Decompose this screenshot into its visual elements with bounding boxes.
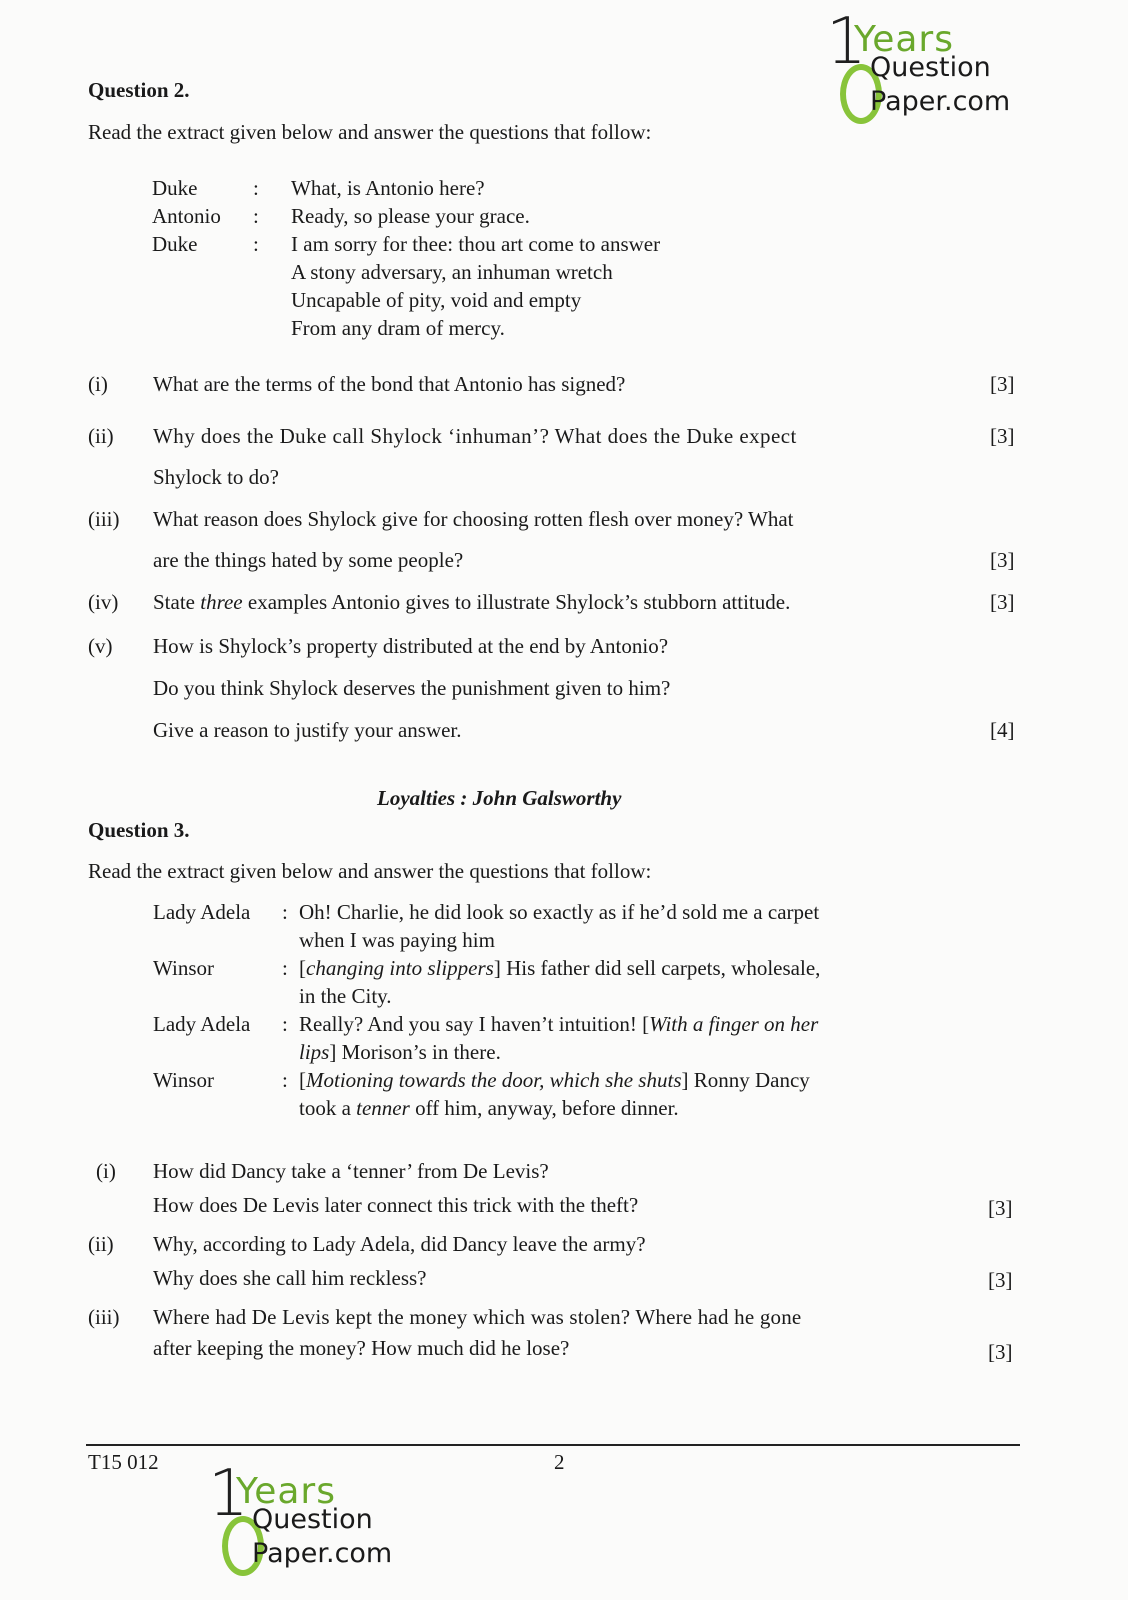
q3-line-4b-post: off him, anyway, before dinner. [409, 1096, 679, 1120]
q3-item-text: Where had De Levis kept the money which was stolen? Where had he gone [153, 1305, 802, 1329]
q3-item-num: (i) [96, 1159, 116, 1183]
q3-item-text: How does De Levis later connect this trick with the theft? [153, 1193, 639, 1217]
q3-heading: Question 3. [88, 818, 190, 842]
logo-question: Question [870, 52, 991, 83]
q3-speaker-4: Winsor [153, 1068, 214, 1092]
q2-line-1: What, is Antonio here? [291, 176, 485, 200]
q3-line-4b-em: tenner [356, 1096, 410, 1120]
q2-item-text-pre: State [153, 590, 201, 614]
q3-line-4a-post: ] Ronny Dancy [681, 1068, 810, 1092]
q3-item-marks: [3] [988, 1268, 1013, 1292]
q3-line-2b: in the City. [299, 984, 392, 1008]
q2-item-marks: [3] [990, 372, 1015, 396]
section-title: Loyalties : John Galsworthy [377, 786, 622, 810]
logo-digit: 1 [208, 1457, 249, 1531]
q2-speaker-3: Duke [152, 232, 198, 256]
logo-years: Years [236, 1471, 336, 1512]
q2-item-text-em: three [200, 590, 243, 614]
q2-speaker-2: Antonio [152, 204, 221, 228]
q3-line-4b-pre: took a [299, 1096, 357, 1120]
q2-line-6: From any dram of mercy. [291, 316, 505, 340]
q3-stage-direction: lips [299, 1040, 330, 1064]
q3-stage-direction: With a finger on her [649, 1012, 819, 1036]
logo-years: Years [854, 19, 954, 60]
q2-colon-1: : [253, 176, 259, 200]
q3-line-3b [299, 1038, 501, 1066]
q2-line-5: Uncapable of pity, void and empty [291, 288, 582, 312]
q3-item-num: (iii) [88, 1305, 120, 1329]
q3-line-3a-pre: Really? And you say I haven’t intuition! [ [299, 1012, 650, 1036]
q3-line-1a: Oh! Charlie, he did look so exactly as if he’d sold me a carpet [299, 900, 820, 924]
q2-speaker-1: Duke [152, 176, 198, 200]
q3-line-1b: when I was paying him [299, 928, 495, 952]
q2-line-4: A stony adversary, an inhuman wretch [291, 260, 613, 284]
q3-stage-direction: Motioning towards the door, which she shuts [306, 1068, 682, 1092]
q2-item-num: (iii) [88, 507, 120, 531]
q3-colon-1: : [282, 900, 288, 924]
q3-line-2a-post: ] His father did sell carpets, wholesale, [493, 956, 821, 980]
footer-code: T15 012 [88, 1450, 159, 1474]
q3-speaker-3: Lady Adela [153, 1012, 251, 1036]
q3-item-text: Why, according to Lady Adela, did Dancy leave the army? [153, 1232, 646, 1256]
q3-item-text: How did Dancy take a ‘tenner’ from De Levis? [153, 1159, 549, 1183]
logo-paper: Paper.com [252, 1538, 393, 1569]
watermark-logo-top [826, 5, 1026, 123]
q2-item-num: (v) [88, 634, 113, 658]
q3-line-4a: [Motioning towards the door, which she shuts] Ronny Dancy [299, 1068, 810, 1092]
q3-colon-3: : [282, 1012, 288, 1036]
q3-item-num: (ii) [88, 1232, 114, 1256]
q2-colon-2: : [253, 204, 259, 228]
q2-item-text: Do you think Shylock deserves the punishment given to him? [153, 676, 671, 700]
q2-item-text: What reason does Shylock give for choosing rotten flesh over money? What [153, 507, 794, 531]
q2-item-marks: [3] [990, 424, 1015, 448]
q2-item-num: (iv) [88, 590, 119, 614]
q2-item-text: Shylock to do? [153, 465, 279, 489]
q2-item-num: (i) [88, 372, 108, 396]
q3-item-marks: [3] [988, 1196, 1013, 1220]
q3-line-3a [299, 1010, 818, 1038]
q3-stage-direction: changing into slippers [306, 956, 494, 980]
logo-question: Question [252, 1504, 373, 1535]
q3-colon-2: : [282, 956, 288, 980]
q2-line-3: I am sorry for thee: thou art come to answer [291, 232, 661, 256]
q3-item-marks: [3] [988, 1340, 1013, 1364]
q3-line-3b-post: ] Morison’s in there. [329, 1040, 501, 1064]
footer-rule [86, 1444, 1020, 1446]
q3-item-text: after keeping the money? How much did he lose? [153, 1336, 570, 1360]
q2-item-text-post: examples Antonio gives to illustrate Shylock’s stubborn attitude. [242, 590, 791, 614]
q3-colon-4: : [282, 1068, 288, 1092]
q2-instruction: Read the extract given below and answer the questions that follow: [88, 120, 652, 144]
q2-item-text: How is Shylock’s property distributed at the end by Antonio? [153, 634, 669, 658]
q2-item-marks: [3] [990, 548, 1015, 572]
q3-line-4b [299, 1094, 679, 1122]
watermark-logo-bottom [208, 1457, 408, 1575]
q3-speaker-2: Winsor [153, 956, 214, 980]
logo-digit: 1 [826, 5, 867, 79]
q2-item-num: (ii) [88, 424, 114, 448]
q2-item-marks: [3] [990, 590, 1015, 614]
q3-instruction: Read the extract given below and answer the questions that follow: [88, 859, 652, 883]
q2-item-text: What are the terms of the bond that Antonio has signed? [153, 372, 626, 396]
q3-item-text: Why does she call him reckless? [153, 1266, 427, 1290]
q2-heading: Question 2. [88, 78, 190, 102]
q2-item-marks: [4] [990, 718, 1015, 742]
q2-item-text [153, 588, 790, 616]
logo-paper: Paper.com [870, 86, 1011, 117]
q2-item-text: Give a reason to justify your answer. [153, 718, 462, 742]
q2-item-text: Why does the Duke call Shylock ‘inhuman’? What does the Duke expect [153, 424, 797, 448]
page-number: 2 [554, 1450, 565, 1474]
q2-line-2: Ready, so please your grace. [291, 204, 530, 228]
q2-item-text: are the things hated by some people? [153, 548, 464, 572]
q3-line-2a: [changing into slippers] His father did sell carpets, wholesale, [299, 956, 821, 980]
q3-speaker-1: Lady Adela [153, 900, 251, 924]
q2-colon-3: : [253, 232, 259, 256]
